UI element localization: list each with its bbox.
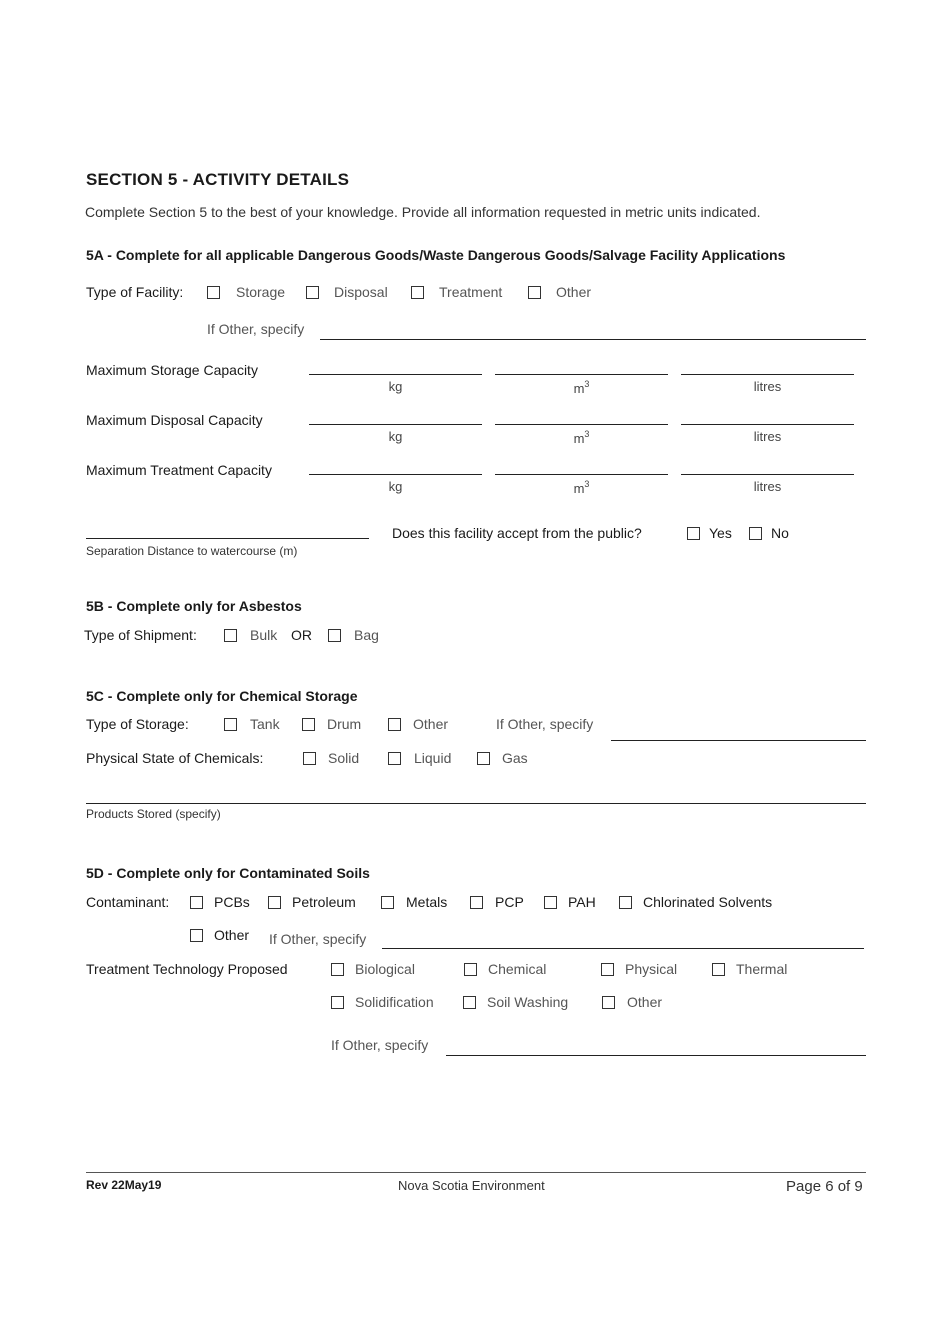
- separation-distance-field[interactable]: [86, 538, 369, 539]
- physical-checkbox[interactable]: [601, 963, 614, 976]
- unit-kg: kg: [388, 429, 403, 444]
- unit-kg: kg: [388, 479, 403, 494]
- facility-other-checkbox[interactable]: [528, 286, 541, 299]
- chlorinated-solvents-label: Chlorinated Solvents: [643, 894, 773, 910]
- footer-page-number: Page 6 of 9: [786, 1178, 863, 1195]
- solid-label: Solid: [328, 750, 360, 766]
- treatment-capacity-m3-field[interactable]: [495, 474, 668, 475]
- tank-label: Tank: [250, 716, 280, 732]
- physical-label: Physical: [625, 961, 678, 977]
- disposal-capacity-m3-field[interactable]: [495, 424, 668, 425]
- chemical-label: Chemical: [488, 961, 547, 977]
- storage-capacity-m3-field[interactable]: [495, 374, 668, 375]
- products-stored-label: Products Stored (specify): [86, 807, 221, 821]
- drum-checkbox[interactable]: [302, 718, 315, 731]
- pcbs-label: PCBs: [214, 894, 250, 910]
- solidification-checkbox[interactable]: [331, 996, 344, 1009]
- section-5d-heading: 5D - Complete only for Contaminated Soils: [86, 865, 370, 881]
- contaminant-other-label: Other: [214, 927, 250, 943]
- unit-litres: litres: [753, 479, 782, 494]
- treatment-technology-label: Treatment Technology Proposed: [86, 961, 288, 977]
- biological-label: Biological: [355, 961, 415, 977]
- storage-if-other-label: If Other, specify: [496, 716, 594, 732]
- contaminant-if-other-label: If Other, specify: [269, 931, 367, 947]
- shipment-type-label: Type of Shipment:: [84, 627, 197, 643]
- separation-distance-label: Separation Distance to watercourse (m): [86, 544, 298, 558]
- physical-state-label: Physical State of Chemicals:: [86, 750, 264, 766]
- treatment-capacity-litres-field[interactable]: [681, 474, 854, 475]
- metals-checkbox[interactable]: [381, 896, 394, 909]
- bulk-checkbox[interactable]: [224, 629, 237, 642]
- solid-checkbox[interactable]: [303, 752, 316, 765]
- section-5c-heading: 5C - Complete only for Chemical Storage: [86, 688, 358, 704]
- section-5b-heading: 5B - Complete only for Asbestos: [86, 598, 302, 614]
- petroleum-label: Petroleum: [292, 894, 356, 910]
- pah-checkbox[interactable]: [544, 896, 557, 909]
- storage-capacity-label: Maximum Storage Capacity: [86, 362, 258, 378]
- public-yes-checkbox[interactable]: [687, 527, 700, 540]
- bag-checkbox[interactable]: [328, 629, 341, 642]
- section-5a-heading: 5A - Complete for all applicable Dangerous Goods/Waste Dangerous Goods/Salvage Facility Applications: [86, 247, 786, 263]
- unit-m3: $m^3$: [573, 429, 590, 446]
- facility-if-other-label: If Other, specify: [207, 321, 305, 337]
- disposal-checkbox[interactable]: [306, 286, 319, 299]
- petroleum-checkbox[interactable]: [268, 896, 281, 909]
- public-question: Does this facility accept from the public?: [392, 525, 642, 541]
- bag-label: Bag: [354, 627, 379, 643]
- tech-other-checkbox[interactable]: [602, 996, 615, 1009]
- liquid-checkbox[interactable]: [388, 752, 401, 765]
- treatment-capacity-label: Maximum Treatment Capacity: [86, 462, 272, 478]
- soil-washing-checkbox[interactable]: [463, 996, 476, 1009]
- or-label: OR: [291, 627, 312, 643]
- gas-checkbox[interactable]: [477, 752, 490, 765]
- treatment-capacity-kg-field[interactable]: [309, 474, 482, 475]
- section-title: SECTION 5 - ACTIVITY DETAILS: [86, 170, 350, 189]
- gas-label: Gas: [502, 750, 528, 766]
- footer-divider: [86, 1172, 866, 1173]
- treatment-option-label: Treatment: [439, 284, 503, 300]
- bulk-label: Bulk: [250, 627, 278, 643]
- contaminant-other-checkbox[interactable]: [190, 929, 203, 942]
- unit-litres: litres: [753, 429, 782, 444]
- public-yes-label: Yes: [709, 525, 732, 541]
- pcp-checkbox[interactable]: [470, 896, 483, 909]
- facility-other-field[interactable]: [320, 339, 866, 340]
- tech-other-field[interactable]: [446, 1055, 866, 1056]
- pcbs-checkbox[interactable]: [190, 896, 203, 909]
- facility-other-option-label: Other: [556, 284, 592, 300]
- tech-if-other-label: If Other, specify: [331, 1037, 429, 1053]
- disposal-capacity-label: Maximum Disposal Capacity: [86, 412, 263, 428]
- pcp-label: PCP: [495, 894, 524, 910]
- facility-type-label: Type of Facility:: [86, 284, 184, 300]
- footer-revision: Rev 22May19: [86, 1178, 162, 1192]
- products-stored-field[interactable]: [86, 803, 866, 804]
- solidification-label: Solidification: [355, 994, 434, 1010]
- liquid-label: Liquid: [414, 750, 452, 766]
- storage-other-checkbox[interactable]: [388, 718, 401, 731]
- storage-option-label: Storage: [236, 284, 286, 300]
- tank-checkbox[interactable]: [224, 718, 237, 731]
- storage-other-field[interactable]: [611, 740, 866, 741]
- tech-other-label: Other: [627, 994, 663, 1010]
- pah-label: PAH: [568, 894, 596, 910]
- disposal-capacity-litres-field[interactable]: [681, 424, 854, 425]
- drum-label: Drum: [327, 716, 362, 732]
- thermal-label: Thermal: [736, 961, 788, 977]
- storage-capacity-litres-field[interactable]: [681, 374, 854, 375]
- unit-m3: $m^3$: [573, 479, 590, 496]
- chemical-checkbox[interactable]: [464, 963, 477, 976]
- contaminant-label: Contaminant:: [86, 894, 170, 910]
- unit-m3: $m^3$: [573, 379, 590, 396]
- thermal-checkbox[interactable]: [712, 963, 725, 976]
- storage-capacity-kg-field[interactable]: [309, 374, 482, 375]
- public-no-checkbox[interactable]: [749, 527, 762, 540]
- metals-label: Metals: [406, 894, 448, 910]
- storage-checkbox[interactable]: [207, 286, 220, 299]
- disposal-option-label: Disposal: [334, 284, 388, 300]
- section-intro: Complete Section 5 to the best of your knowledge. Provide all information requested in metric units indicated.: [85, 204, 761, 220]
- unit-kg: kg: [388, 379, 403, 394]
- contaminant-other-field[interactable]: [382, 948, 864, 949]
- unit-litres: litres: [753, 379, 782, 394]
- treatment-checkbox[interactable]: [411, 286, 424, 299]
- chlorinated-solvents-checkbox[interactable]: [619, 896, 632, 909]
- public-no-label: No: [771, 525, 789, 541]
- biological-checkbox[interactable]: [331, 963, 344, 976]
- storage-other-label: Other: [413, 716, 449, 732]
- footer-organization: Nova Scotia Environment: [398, 1178, 545, 1193]
- soil-washing-label: Soil Washing: [487, 994, 569, 1010]
- storage-type-label: Type of Storage:: [86, 716, 189, 732]
- disposal-capacity-kg-field[interactable]: [309, 424, 482, 425]
